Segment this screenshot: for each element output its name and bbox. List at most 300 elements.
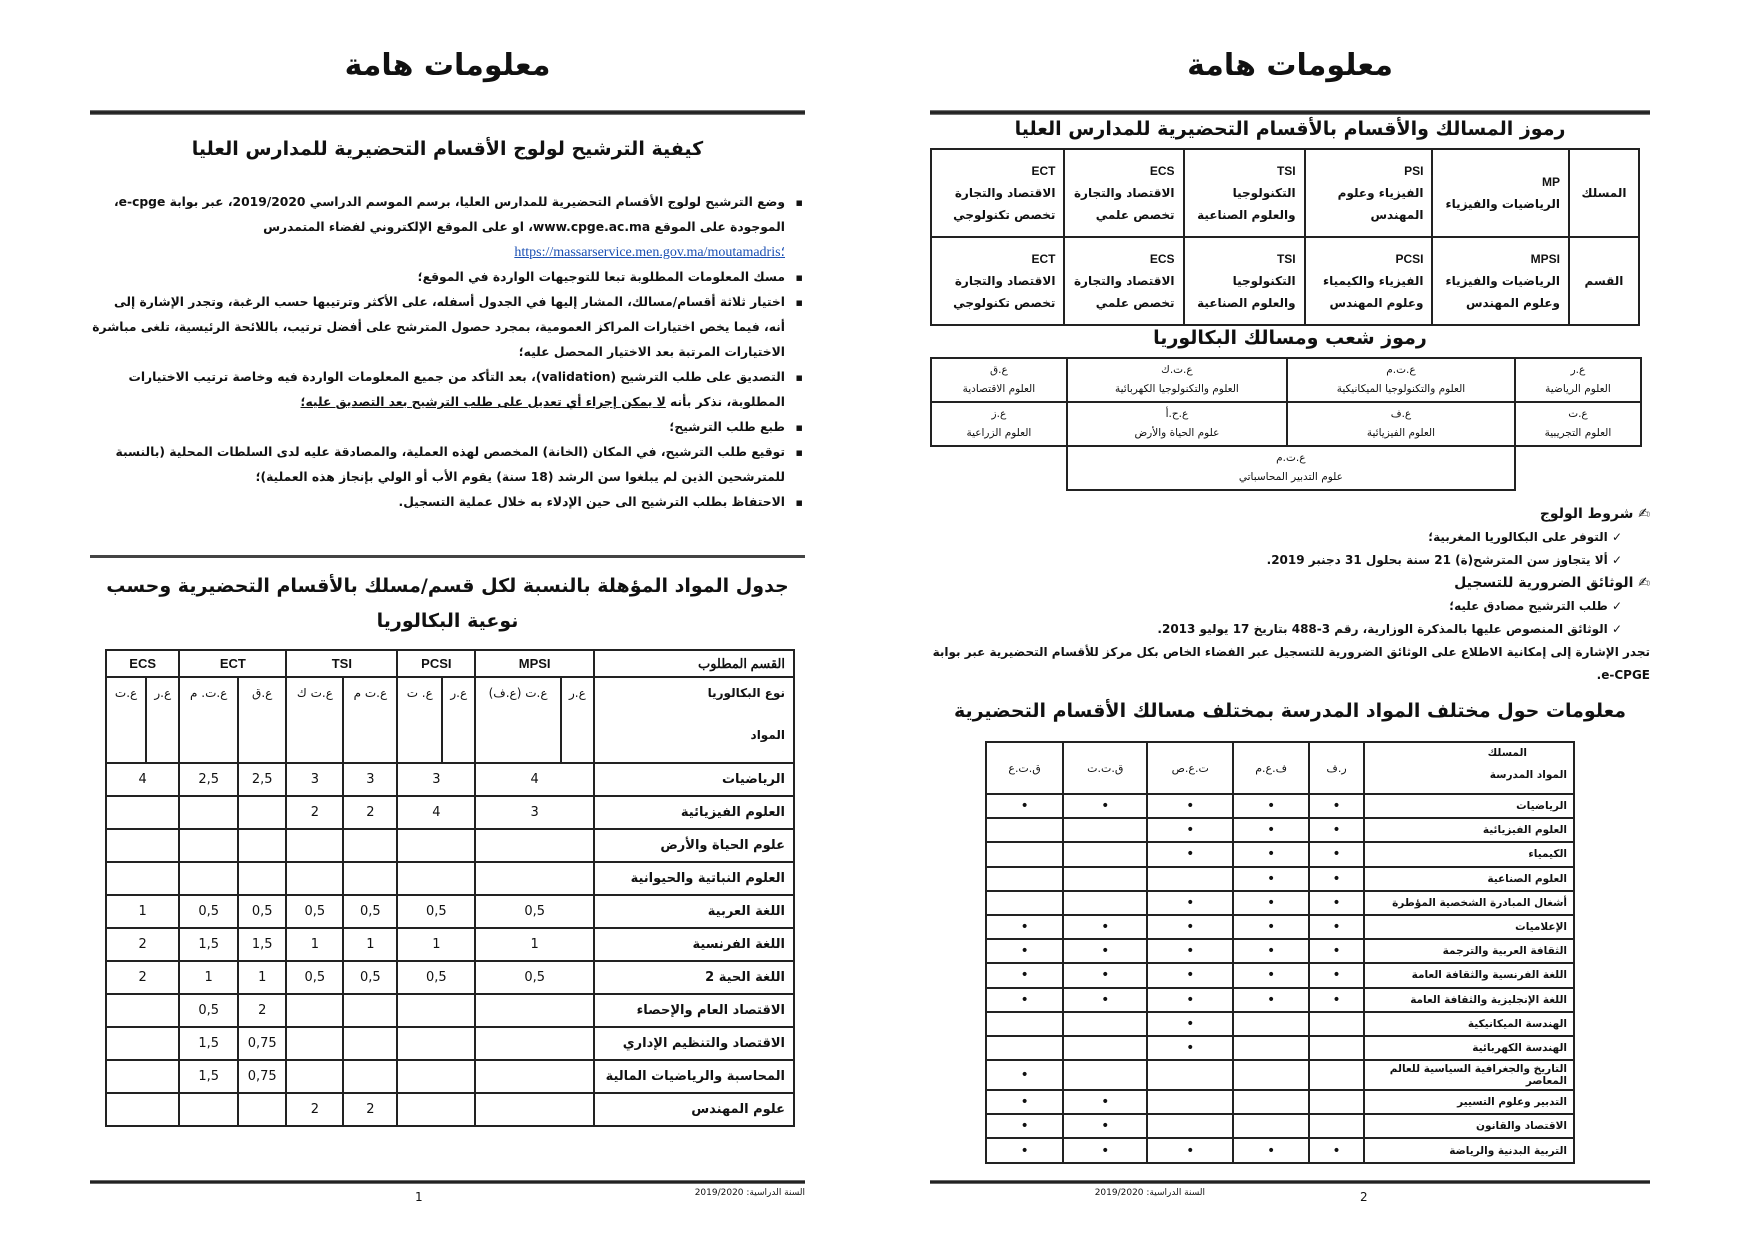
table-header-row: المسلك المواد المدرسة ر.ف ف.ع.م ت.ع.ص ق.ت.ت ق.ت.ع: [986, 742, 1574, 794]
streams-row: المسلك MP الرياضيات والفيزياء PSI الفيزياء وعلوم المهندس TSI التكنولوجيا والعلوم الصناعية ECS الاقتصاد والتجارة تخصص علمي ECT الاقتصاد والتجارة تخصص تكنولوجي: [931, 149, 1639, 237]
mark-cell: [1233, 867, 1309, 891]
coef-cell: 2: [238, 994, 286, 1027]
bullet-mark-icon: •: [1332, 1142, 1341, 1159]
mark-cell: [1147, 891, 1233, 915]
coef-cell: 2: [106, 961, 179, 994]
bullet-mark-icon: •: [1332, 870, 1341, 887]
page-title: معلومات هامة: [1187, 48, 1393, 83]
mark-cell: [1063, 1090, 1147, 1114]
coef-cell: 0,5: [286, 895, 343, 928]
mark-cell: [1147, 1090, 1233, 1114]
mark-cell: [986, 1012, 1063, 1036]
mark-cell: [1147, 1060, 1233, 1090]
coef-cell: 2: [286, 796, 343, 829]
mark-cell: [1063, 988, 1147, 1012]
bullet-mark-icon: •: [1020, 1142, 1029, 1159]
subject-name: أشغال المبادرة الشخصية المؤطرة: [1364, 891, 1574, 915]
coefficients-table: [105, 649, 795, 1127]
coef-cell: 2: [343, 1093, 397, 1126]
list-item: ▪ وضع الترشيح لولوج الأقسام التحضيرية للمدارس العليا، برسم الموسم الدراسي 2019/2020، عبر بوابة e-cpge، الموجودة على الموقع www.cpge.ac.ma، او على الموقع الإلكتروني لفضاء المتمدرس https://massarservice.men.gov.ma/moutamadris؛: [90, 190, 805, 265]
mark-cell: [1233, 1114, 1309, 1138]
section-divider: [90, 555, 805, 558]
coef-cell: 0,5: [397, 961, 475, 994]
table-row: ع.ت العلوم التجريبية ع.ف العلوم الفيزيائية ع.ح.أ علوم الحياة والأرض ع.ز العلوم الزراعية: [931, 402, 1641, 446]
coef-cell: [106, 994, 179, 1027]
mark-cell: [986, 1036, 1063, 1060]
table-row: [986, 1090, 1574, 1114]
coef-cell: [397, 994, 475, 1027]
coef-cell: 0,5: [397, 895, 475, 928]
bullet-mark-icon: •: [1186, 1039, 1195, 1056]
bullet-mark-icon: •: [1186, 991, 1195, 1008]
mark-cell: [986, 939, 1063, 963]
table-row: [106, 796, 794, 829]
table-row: ع.ت.م علوم التدبير المحاسباتي: [931, 446, 1641, 490]
footer-year: السنة الدراسية: 2019/2020: [694, 1188, 805, 1198]
coef-cell: 1: [179, 961, 238, 994]
coef-cell: [106, 796, 179, 829]
bullet-mark-icon: •: [1332, 846, 1341, 863]
coef-cell: [106, 862, 179, 895]
bullet-mark-icon: •: [1101, 919, 1110, 936]
access-conditions-heading: ✍ شروط الولوج: [930, 503, 1650, 526]
table-row: ع.ر العلوم الرياضية ع.ت.م العلوم والتكنولوجيا الميكانيكية ع.ت.ك العلوم والتكنولوجيا الكهربائية ع.ق العلوم الاقتصادية: [931, 358, 1641, 402]
table-row: [986, 1138, 1574, 1162]
list-item: ✓ ألا يتجاوز سن المترشح(ة) 21 سنة بحلول 31 دجنبر 2019.: [930, 549, 1650, 572]
bullet-mark-icon: •: [1020, 1118, 1029, 1135]
header-divider: [930, 110, 1650, 115]
bullet-mark-icon: •: [1332, 919, 1341, 936]
bullet-mark-icon: •: [1101, 798, 1110, 815]
documents-heading: ✍ الوثائق الضرورية للتسجيل: [930, 572, 1650, 595]
subject-name: العلوم الصناعية: [1364, 867, 1574, 891]
mark-cell: [1233, 963, 1309, 987]
mark-cell: [1147, 1036, 1233, 1060]
bac-codes-table: [930, 357, 1642, 491]
mark-cell: [1063, 867, 1147, 891]
mark-cell: [1063, 1036, 1147, 1060]
bullet-mark-icon: •: [1186, 894, 1195, 911]
mark-cell: [1063, 1012, 1147, 1036]
table-row: [986, 891, 1574, 915]
bullet-mark-icon: •: [1020, 919, 1029, 936]
coef-cell: [286, 829, 343, 862]
coef-cell: 1: [343, 928, 397, 961]
bullet-mark-icon: •: [1020, 967, 1029, 984]
coef-cell: [106, 1027, 179, 1060]
table-row: [106, 763, 794, 796]
subject-name: الرياضيات: [594, 763, 794, 796]
coef-cell: 1: [286, 928, 343, 961]
mark-cell: [986, 963, 1063, 987]
bullet-mark-icon: •: [1266, 967, 1276, 984]
coef-cell: [343, 829, 397, 862]
mark-cell: [1309, 1060, 1364, 1090]
mark-cell: [1233, 1060, 1309, 1090]
mark-cell: [986, 842, 1063, 866]
coef-cell: 4: [397, 796, 475, 829]
coef-cell: 2,5: [179, 763, 238, 796]
coef-cell: [397, 829, 475, 862]
coef-cell: 0,5: [286, 961, 343, 994]
footer-divider: [930, 1180, 1650, 1184]
table-row: [986, 867, 1574, 891]
coef-cell: [179, 796, 238, 829]
mark-cell: [1147, 842, 1233, 866]
coef-cell: 1,5: [238, 928, 286, 961]
bullet-mark-icon: •: [1186, 919, 1195, 936]
bullet-mark-icon: •: [1266, 870, 1276, 887]
table-row: [986, 939, 1574, 963]
subject-name: اللغة الفرنسية: [594, 928, 794, 961]
coef-cell: 0,5: [475, 895, 594, 928]
bullet-mark-icon: •: [1186, 822, 1195, 839]
coef-cell: 3: [397, 763, 475, 796]
table-row: [986, 988, 1574, 1012]
mark-cell: [986, 794, 1063, 818]
coef-cell: 2: [106, 928, 179, 961]
coef-cell: 0,5: [179, 895, 238, 928]
subjects-title: معلومات حول مختلف المواد المدرسة بمختلف مسالك الأقسام التحضيرية: [953, 700, 1627, 722]
subject-name: الاقتصاد العام والإحصاء: [594, 994, 794, 1027]
warning-text: لا يمكن إجراء أي تعديل على طلب الترشيح بعد التصديق عليه؛: [300, 395, 666, 409]
mark-cell: [1233, 988, 1309, 1012]
bullet-mark-icon: •: [1101, 943, 1110, 960]
coef-cell: 0,5: [179, 994, 238, 1027]
bullet-mark-icon: •: [1332, 943, 1341, 960]
coef-cell: 1: [397, 928, 475, 961]
table-bac-row: نوع البكالوريا المواد ع.ر ع.ت (ع.ف) ع.ر ع. ت ع.ت م ع.ت ك ع.ق ع.ت. م ع.ر ع.ت: [106, 677, 794, 763]
coef-cell: [106, 1093, 179, 1126]
list-item: ▪ التصديق على طلب الترشيح (validation)، بعد التأكد من جميع المعلومات الواردة فيه وخاصة ترتيب الاختيارات المطلوبة، نذكر بأنه لا يمكن إجراء أي تعديل على طلب الترشيح بعد التصديق عليه؛: [90, 365, 805, 415]
table-row: [106, 829, 794, 862]
conditions-section: [930, 503, 1650, 687]
mark-cell: [1309, 1012, 1364, 1036]
list-item: ▪ اختيار ثلاثة أقسام/مسالك، المشار إليها في الجدول أسفله، على الأكثر وترتيبها حسب الرغبة، وتجدر الإشارة إلى أنه، فيما يخص اختيارات المراكز العمومية، بمجرد حصول المترشح على أفضل ترتيب، باللائحة الرئيسية، تلغى مباشرة الاختيارات المرتبة بعد الاختيار المحصل عليه؛: [90, 290, 805, 365]
bullet-mark-icon: •: [1020, 943, 1029, 960]
bullet-mark-icon: •: [1101, 1142, 1110, 1159]
page-number: 1: [415, 1190, 423, 1204]
table-row: [106, 1060, 794, 1093]
bullet-mark-icon: •: [1020, 991, 1029, 1008]
subject-name: المحاسبة والرياضيات المالية: [594, 1060, 794, 1093]
bullet-mark-icon: •: [1186, 846, 1195, 863]
subject-name: الهندسة الميكانيكية: [1364, 1012, 1574, 1036]
mark-cell: [1063, 915, 1147, 939]
table-row: [106, 862, 794, 895]
coef-cell: [397, 862, 475, 895]
bullet-mark-icon: •: [1332, 798, 1341, 815]
bullet-mark-icon: •: [1101, 967, 1110, 984]
mark-cell: [986, 1090, 1063, 1114]
stream-codes-table: [930, 148, 1640, 326]
mark-cell: [1309, 1138, 1364, 1162]
table-row: [106, 895, 794, 928]
list-item: ✓ طلب الترشيح مصادق عليه؛: [930, 595, 1650, 618]
coef-cell: [179, 862, 238, 895]
bullet-mark-icon: •: [1332, 967, 1341, 984]
subject-name: علوم المهندس: [594, 1093, 794, 1126]
mark-cell: [1147, 915, 1233, 939]
mark-cell: [1233, 1036, 1309, 1060]
bullet-mark-icon: •: [1266, 894, 1276, 911]
mark-cell: [1233, 1138, 1309, 1162]
subject-name: العلوم الفيزيائية: [1364, 818, 1574, 842]
subject-name: التدبير وعلوم التسيير: [1364, 1090, 1574, 1114]
coef-cell: [475, 994, 594, 1027]
bullet-mark-icon: •: [1186, 1142, 1195, 1159]
mark-cell: [1233, 915, 1309, 939]
note-text: تجدر الإشارة إلى إمكانية الاطلاع على الوثائق الضرورية للتسجيل عبر الفضاء الخاص بكل مركز للأقسام التحضيرية عبر بوابة e-CPGE.: [932, 645, 1650, 682]
bullet-mark-icon: •: [1332, 991, 1341, 1008]
mark-cell: [1063, 939, 1147, 963]
coef-cell: [475, 1027, 594, 1060]
bullet-mark-icon: •: [1186, 943, 1195, 960]
mark-cell: [1309, 891, 1364, 915]
table-row: [986, 963, 1574, 987]
bullet-mark-icon: •: [1186, 1015, 1195, 1032]
bullet-mark-icon: •: [1266, 943, 1276, 960]
mark-cell: [1063, 1114, 1147, 1138]
mark-cell: [1233, 1090, 1309, 1114]
bullet-mark-icon: •: [1020, 1067, 1029, 1084]
coef-cell: [397, 1060, 475, 1093]
page-2: [930, 0, 1650, 1240]
mark-cell: [1063, 842, 1147, 866]
bullet-mark-icon: •: [1101, 991, 1110, 1008]
list-item: ▪ توقيع طلب الترشيح، في المكان (الخانة) المخصص لهذه العملية، والمصادقة عليه لدى السلطات المحلية (بالنسبة للمترشحين الذين لم يبلغوا سن الرشد (18 سنة) يقوم الأب أو الولي بإنجاز هذه العملية)؛: [90, 440, 805, 490]
subject-name: الهندسة الكهربائية: [1364, 1036, 1574, 1060]
mark-cell: [1309, 1036, 1364, 1060]
list-item: ▪ طبع طلب الترشيح؛: [90, 415, 805, 440]
coef-cell: 1,5: [179, 1027, 238, 1060]
coef-cell: [238, 862, 286, 895]
coef-cell: [286, 862, 343, 895]
bullet-mark-icon: •: [1266, 846, 1276, 863]
bullet-mark-icon: •: [1332, 894, 1341, 911]
mark-cell: [1233, 818, 1309, 842]
mark-cell: [1147, 1114, 1233, 1138]
mark-cell: [986, 818, 1063, 842]
subject-name: العلوم الفيزيائية: [594, 796, 794, 829]
mark-cell: [1147, 988, 1233, 1012]
list-item: ▪ الاحتفاظ بطلب الترشيح الى حين الإدلاء به خلال عملية التسجيل.: [90, 490, 805, 515]
page-title: معلومات هامة: [344, 48, 551, 83]
mark-cell: [1309, 794, 1364, 818]
table-row: [986, 818, 1574, 842]
coef-cell: [106, 829, 179, 862]
subject-name: اللغة الإنجليزية والثقافة العامة: [1364, 988, 1574, 1012]
mark-cell: [1309, 867, 1364, 891]
table-header-row: القسم المطلوب MPSI PCSI TSI ECT ECS: [106, 650, 794, 677]
mark-cell: [1233, 939, 1309, 963]
table-row: [986, 842, 1574, 866]
mark-cell: [986, 1138, 1063, 1162]
table-row: [106, 961, 794, 994]
departments-row: القسم MPSI الرياضيات والفيزياء وعلوم المهندس PCSI الفيزياء والكيمياء وعلوم المهندس TSI التكنولوجيا والعلوم الصناعية ECS الاقتصاد والتجارة تخصص علمي ECT الاقتصاد والتجارة تخصص تكنولوجي: [931, 237, 1639, 325]
bac-codes-title: رموز شعب ومسالك البكالوريا: [1153, 327, 1427, 349]
coef-cell: 0,5: [238, 895, 286, 928]
coef-cell: [106, 1060, 179, 1093]
moutamadris-link[interactable]: https://massarservice.men.gov.ma/moutamadris؛: [514, 245, 785, 260]
mark-cell: [1309, 1090, 1364, 1114]
mark-cell: [1309, 988, 1364, 1012]
section-title-application: كيفية الترشيح لولوج الأقسام التحضيرية للمدارس العليا: [191, 138, 704, 160]
table-row: [986, 1012, 1574, 1036]
mark-cell: [1309, 963, 1364, 987]
coef-cell: 3: [286, 763, 343, 796]
bullet-mark-icon: •: [1020, 1094, 1029, 1111]
coef-table-title-line2: نوعية البكالوريا: [376, 610, 519, 632]
coef-cell: 2,5: [238, 763, 286, 796]
mark-cell: [1063, 963, 1147, 987]
coef-cell: [475, 1093, 594, 1126]
subject-name: الإعلاميات: [1364, 915, 1574, 939]
coef-cell: 4: [106, 763, 179, 796]
coef-cell: [179, 1093, 238, 1126]
table-row: [986, 1036, 1574, 1060]
table-row: [986, 1060, 1574, 1090]
page-number: 2: [1360, 1190, 1368, 1204]
mark-cell: [986, 1114, 1063, 1138]
codes-title: رموز المسالك والأقسام بالأقسام التحضيرية للمدارس العليا: [1014, 118, 1566, 140]
coef-cell: [475, 829, 594, 862]
coef-cell: 1: [238, 961, 286, 994]
coef-cell: 1: [106, 895, 179, 928]
table-row: [106, 928, 794, 961]
mark-cell: [1147, 867, 1233, 891]
mark-cell: [1309, 818, 1364, 842]
table-row: [986, 794, 1574, 818]
mark-cell: [1233, 1012, 1309, 1036]
mark-cell: [1309, 939, 1364, 963]
mark-cell: [1309, 1114, 1364, 1138]
coef-cell: [238, 829, 286, 862]
subject-name: الاقتصاد والتنظيم الإداري: [594, 1027, 794, 1060]
page-1: [90, 0, 805, 1240]
coef-cell: [397, 1027, 475, 1060]
footer-divider: [90, 1180, 805, 1184]
bullet-mark-icon: •: [1186, 798, 1195, 815]
coef-cell: 0,5: [475, 961, 594, 994]
coef-cell: [343, 1027, 397, 1060]
coef-cell: [286, 994, 343, 1027]
coef-cell: [343, 862, 397, 895]
table-row: [986, 915, 1574, 939]
mark-cell: [986, 915, 1063, 939]
coef-cell: 1,5: [179, 928, 238, 961]
mark-cell: [1147, 818, 1233, 842]
mark-cell: [1147, 1012, 1233, 1036]
bullet-mark-icon: •: [1332, 822, 1341, 839]
table-row: [106, 1093, 794, 1126]
mark-cell: [1063, 794, 1147, 818]
mark-cell: [986, 1060, 1063, 1090]
bullet-mark-icon: •: [1266, 822, 1276, 839]
subject-name: التربية البدنية والرياضة: [1364, 1138, 1574, 1162]
mark-cell: [986, 988, 1063, 1012]
bullet-mark-icon: •: [1020, 798, 1029, 815]
subject-name: الاقتصاد والقانون: [1364, 1114, 1574, 1138]
header-divider: [90, 110, 805, 115]
coef-cell: [179, 829, 238, 862]
table-row: [106, 1027, 794, 1060]
bullet-mark-icon: •: [1266, 991, 1276, 1008]
mark-cell: [1063, 1060, 1147, 1090]
mark-cell: [1063, 818, 1147, 842]
coef-cell: [475, 1060, 594, 1093]
coef-cell: 1,5: [179, 1060, 238, 1093]
subject-name: اللغة الفرنسية والثقافة العامة: [1364, 963, 1574, 987]
subject-name: الثقافة العربية والترجمة: [1364, 939, 1574, 963]
coef-cell: [286, 1027, 343, 1060]
coef-cell: 0,75: [238, 1027, 286, 1060]
mark-cell: [1147, 939, 1233, 963]
subjects-table: [985, 741, 1575, 1164]
subject-name: الرياضيات: [1364, 794, 1574, 818]
table-row: [986, 1114, 1574, 1138]
coef-cell: 0,75: [238, 1060, 286, 1093]
coef-cell: 0,5: [343, 961, 397, 994]
subject-name: الكيمياء: [1364, 842, 1574, 866]
subject-name: اللغة الحية 2: [594, 961, 794, 994]
subject-name: التاريخ والجغرافية السياسية للعالم المعاصر: [1364, 1060, 1574, 1090]
coef-cell: [286, 1060, 343, 1093]
coef-cell: [238, 1093, 286, 1126]
mark-cell: [1233, 891, 1309, 915]
subject-name: علوم الحياة والأرض: [594, 829, 794, 862]
mark-cell: [1063, 891, 1147, 915]
mark-cell: [1147, 794, 1233, 818]
bullet-mark-icon: •: [1101, 1118, 1110, 1135]
bullet-mark-icon: •: [1266, 919, 1276, 936]
coef-cell: 1: [475, 928, 594, 961]
list-item: ▪ مسك المعلومات المطلوبة تبعا للتوجيهات الواردة في الموقع؛: [90, 265, 805, 290]
coef-cell: 4: [475, 763, 594, 796]
coef-cell: [238, 796, 286, 829]
subject-name: اللغة العربية: [594, 895, 794, 928]
coef-cell: 0,5: [343, 895, 397, 928]
bullet-mark-icon: •: [1186, 967, 1195, 984]
bullet-mark-icon: •: [1101, 1094, 1110, 1111]
bullet-mark-icon: •: [1266, 798, 1276, 815]
coef-table-title-line1: جدول المواد المؤهلة بالنسبة لكل قسم/مسلك بالأقسام التحضيرية وحسب: [106, 575, 789, 597]
coef-cell: 3: [475, 796, 594, 829]
coef-cell: [343, 994, 397, 1027]
application-steps-list: [90, 190, 805, 515]
mark-cell: [986, 891, 1063, 915]
mark-cell: [1309, 915, 1364, 939]
subject-name: العلوم النباتية والحيوانية: [594, 862, 794, 895]
mark-cell: [1233, 842, 1309, 866]
coef-cell: 2: [343, 796, 397, 829]
mark-cell: [986, 867, 1063, 891]
mark-cell: [1147, 963, 1233, 987]
footer-year: السنة الدراسية: 2019/2020: [1094, 1188, 1205, 1198]
coef-cell: 2: [286, 1093, 343, 1126]
mark-cell: [1063, 1138, 1147, 1162]
table-row: [106, 994, 794, 1027]
mark-cell: [1147, 1138, 1233, 1162]
list-item: ✓ الوثائق المنصوص عليها بالمذكرة الوزارية، رقم 3-488 بتاريخ 17 يوليو 2013.: [930, 618, 1650, 641]
mark-cell: [1233, 794, 1309, 818]
coef-cell: [343, 1060, 397, 1093]
mark-cell: [1309, 842, 1364, 866]
coef-cell: [475, 862, 594, 895]
coef-cell: 3: [343, 763, 397, 796]
coef-cell: [397, 1093, 475, 1126]
list-item: ✓ التوفر على البكالوريا المغربية؛: [930, 526, 1650, 549]
